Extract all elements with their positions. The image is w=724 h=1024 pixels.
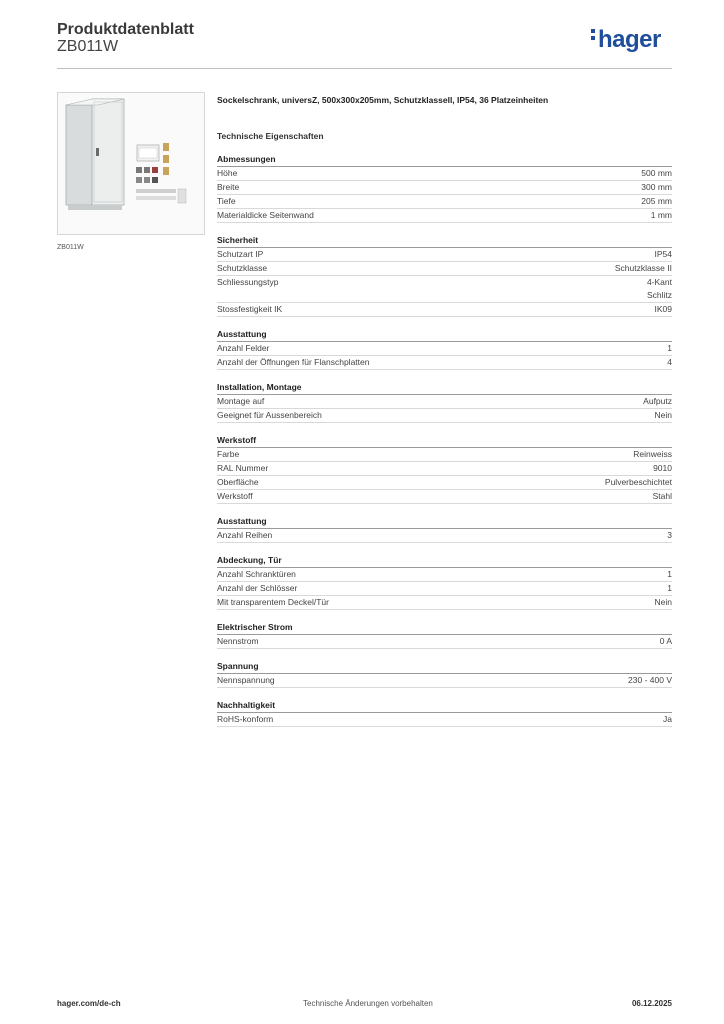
section-title: Elektrischer Strom (217, 621, 672, 635)
spec-label: Anzahl der Öffnungen für Flanschplatten (217, 357, 370, 367)
tech-properties-heading: Technische Eigenschaften (217, 131, 324, 141)
spec-label: Nennspannung (217, 675, 275, 685)
spec-row (217, 356, 672, 370)
hager-logo (591, 28, 661, 52)
spec-value: IK09 (654, 304, 672, 314)
spec-label: Anzahl Reihen (217, 530, 273, 540)
spec-row (217, 409, 672, 423)
spec-value: 1 (667, 569, 672, 579)
spec-row (217, 476, 672, 490)
spec-value: 300 mm (641, 182, 672, 192)
spec-section (217, 554, 672, 610)
spec-value: 1 (667, 343, 672, 353)
spec-label: Anzahl der Schlösser (217, 583, 298, 593)
spec-label: Materialdicke Seitenwand (217, 210, 314, 220)
spec-sections (217, 153, 672, 727)
spec-content (217, 92, 672, 727)
spec-label: RoHS-konform (217, 714, 274, 724)
spec-section (217, 699, 672, 727)
spec-row (217, 342, 672, 356)
logo-text: hager (598, 26, 661, 53)
spec-value: Nein (654, 410, 672, 420)
spec-label: Stossfestigkeit IK (217, 304, 283, 314)
footer-date: 06.12.2025 (631, 999, 672, 1008)
spec-section (217, 660, 672, 688)
section-title: Installation, Montage (217, 381, 672, 395)
spec-row (217, 395, 672, 409)
spec-row (217, 262, 672, 276)
spec-label: Anzahl Felder (217, 343, 270, 353)
spec-value: 9010 (653, 463, 672, 473)
spec-section (217, 434, 672, 504)
section-title: Werkstoff (217, 434, 672, 448)
product-image (57, 92, 205, 235)
spec-value: Aufputz (643, 396, 672, 406)
spec-label: Schutzklasse (217, 263, 268, 273)
spec-row (217, 167, 672, 181)
spec-value: Pulverbeschichtet (604, 477, 672, 487)
spec-row (217, 209, 672, 223)
section-title: Nachhaltigkeit (217, 699, 672, 713)
spec-row (217, 713, 672, 727)
product-code: ZB011W (57, 38, 119, 55)
spec-row (217, 195, 672, 209)
spec-row (217, 462, 672, 476)
section-title: Ausstattung (217, 328, 672, 342)
spec-section (217, 381, 672, 423)
spec-value: 4-Kant Schlitz (646, 277, 672, 300)
spec-value: 0 A (659, 636, 672, 646)
section-title: Abmessungen (217, 153, 672, 167)
spec-label: Nennstrom (217, 636, 259, 646)
spec-row (217, 635, 672, 649)
spec-value: Stahl (652, 491, 672, 501)
footer-website: hager.com/de-ch (57, 999, 121, 1008)
spec-value: 230 - 400 V (628, 675, 672, 685)
spec-row (217, 529, 672, 543)
spec-label: Breite (217, 182, 240, 192)
spec-value: 1 mm (650, 210, 672, 220)
spec-label: Schutzart IP (217, 249, 264, 259)
spec-row (217, 582, 672, 596)
cabinet-illustration (58, 93, 204, 234)
spec-row (217, 448, 672, 462)
spec-value: Schutzklasse II (614, 263, 672, 273)
spec-label: RAL Nummer (217, 463, 269, 473)
logo-dots-icon (591, 29, 596, 43)
spec-label: Farbe (217, 449, 240, 459)
section-title: Ausstattung (217, 515, 672, 529)
spec-value: 4 (667, 357, 672, 367)
section-title: Sicherheit (217, 234, 672, 248)
spec-row (217, 303, 672, 317)
spec-section (217, 153, 672, 223)
product-description: Sockelschrank, universZ, 500x300x205mm, Schutzklassell, IP54, 36 Platzeinheiten (217, 95, 549, 105)
section-title: Spannung (217, 660, 672, 674)
spec-section (217, 328, 672, 370)
spec-section (217, 234, 672, 317)
spec-value: IP54 (654, 249, 672, 259)
page-title: Produktdatenblatt (57, 21, 194, 38)
spec-row (217, 490, 672, 504)
spec-label: Mit transparentem Deckel/Tür (217, 597, 329, 607)
spec-row (217, 181, 672, 195)
spec-row (217, 276, 672, 303)
spec-label: Werkstoff (217, 491, 253, 501)
spec-label: Montage auf (217, 396, 265, 406)
header-divider (57, 68, 672, 69)
spec-value: Nein (654, 597, 672, 607)
spec-label: Oberfläche (217, 477, 259, 487)
spec-section (217, 515, 672, 543)
spec-value: 1 (667, 583, 672, 593)
spec-label: Geeignet für Aussenbereich (217, 410, 322, 420)
spec-value: 205 mm (641, 196, 672, 206)
spec-label: Höhe (217, 168, 238, 178)
spec-row (217, 248, 672, 262)
image-caption: ZB011W (57, 244, 84, 251)
spec-row (217, 674, 672, 688)
spec-value: 500 mm (641, 168, 672, 178)
spec-value: 3 (667, 530, 672, 540)
spec-value: Reinweiss (633, 449, 672, 459)
spec-value: Ja (663, 714, 672, 724)
spec-row (217, 568, 672, 582)
spec-label: Schliessungstyp (217, 277, 279, 287)
footer-note: Technische Änderungen vorbehalten (303, 999, 433, 1008)
spec-row (217, 596, 672, 610)
spec-label: Tiefe (217, 196, 236, 206)
spec-label: Anzahl Schranktüren (217, 569, 296, 579)
section-title: Abdeckung, Tür (217, 554, 672, 568)
spec-section (217, 621, 672, 649)
